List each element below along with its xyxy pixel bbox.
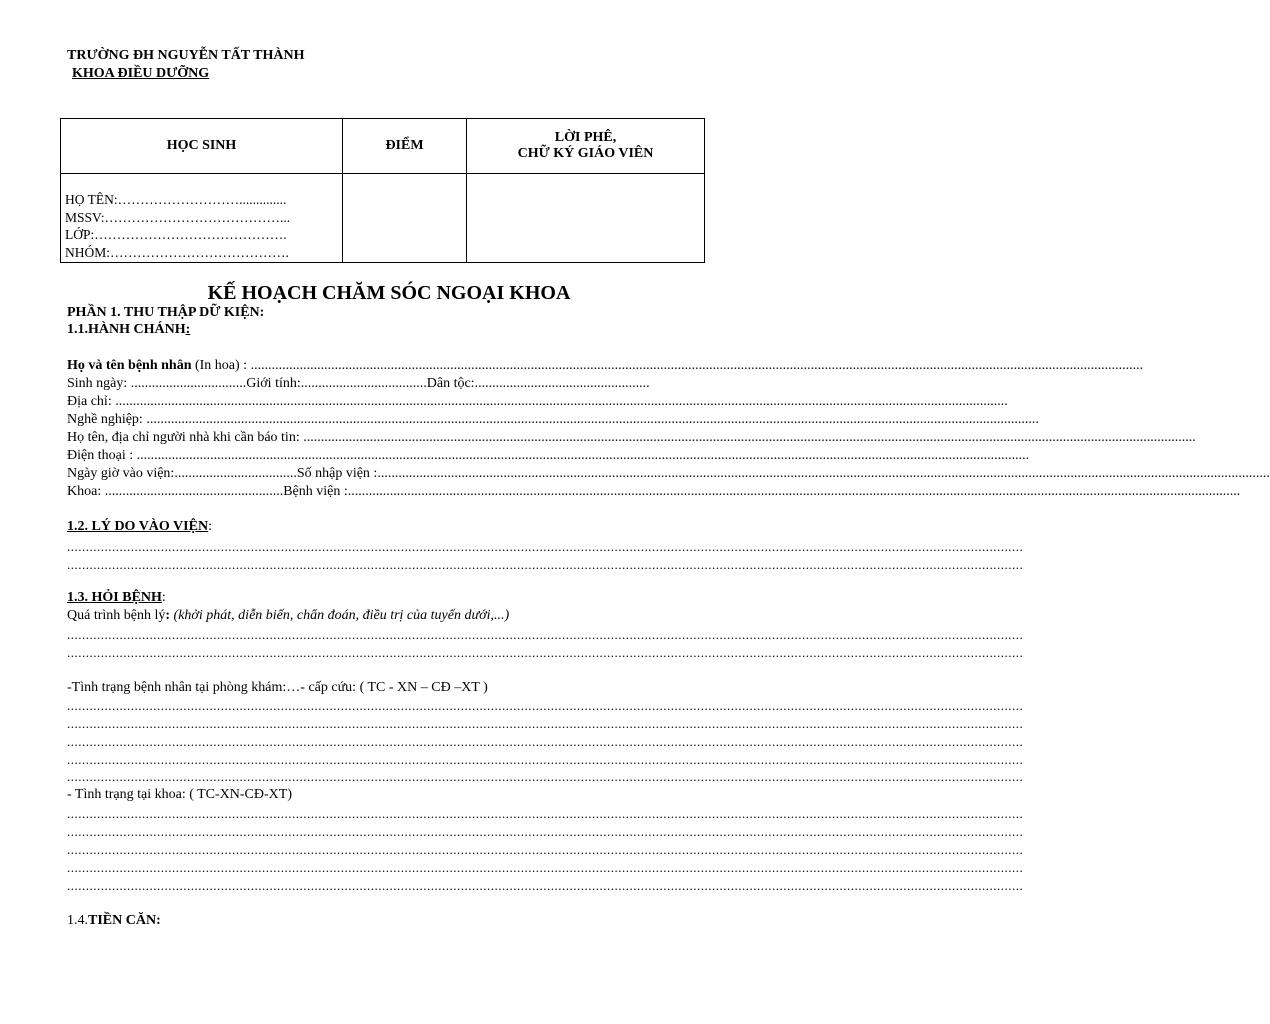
- comment-cell[interactable]: [467, 174, 705, 263]
- grade-table: [60, 118, 705, 263]
- section-1-3-colon: :: [161, 590, 166, 605]
- grade-table-header: [61, 119, 705, 174]
- clinic-status-label: -Tình trạng bệnh nhân tại phòng khám:…- cấp cứu: ( TC - XN – CĐ –XT ): [67, 680, 488, 695]
- disease-course-hint: (khởi phát, diễn biến, chẩn đoán, điều trị của tuyến dưới,...): [173, 608, 510, 623]
- col-score-header: ĐIỂM: [343, 119, 467, 174]
- dotted-line[interactable]: ...............................................................................................................................................................................................................................................................: [67, 627, 1024, 642]
- dotted-line[interactable]: ...............................................................................................................................................................................................................................................................: [67, 860, 1024, 875]
- admit-time-field[interactable]: Ngày giờ vào viện:...................................: [67, 466, 297, 481]
- dotted-line[interactable]: ...............................................................................................................................................................................................................................................................: [67, 557, 1024, 572]
- relative-field[interactable]: [67, 429, 1196, 446]
- dots-fill: ...............................................................................................................................................................................................................................................................: [136, 448, 1030, 463]
- section-1-1-heading: [67, 322, 190, 338]
- section-1-4-number: 1.4.: [67, 913, 88, 928]
- job-field[interactable]: [67, 411, 1039, 428]
- disease-course-colon: :: [165, 608, 174, 623]
- dept-field[interactable]: Khoa: ...................................................: [67, 484, 284, 499]
- dotted-line[interactable]: ...............................................................................................................................................................................................................................................................: [67, 698, 1024, 713]
- col-comment-line2: CHỮ KÝ GIÁO VIÊN: [517, 146, 654, 161]
- section-1-2-title: 1.2. LÝ DO VÀO VIỆN: [67, 519, 209, 534]
- dotted-line[interactable]: ...............................................................................................................................................................................................................................................................: [67, 824, 1024, 839]
- dots-fill: ...............................................................................................................................................................................................................................................................: [377, 466, 1270, 481]
- student-id-field[interactable]: MSSV:…………………………………...: [65, 209, 291, 225]
- col-comment-line1: LỜI PHÊ,: [554, 130, 617, 145]
- hospital-label: Bệnh viện :: [283, 484, 348, 499]
- ward-status-label: - Tình trạng tại khoa: ( TC-XN-CĐ-XT): [67, 787, 292, 802]
- score-cell[interactable]: [343, 174, 467, 263]
- student-info-cell[interactable]: [61, 174, 343, 263]
- patient-name-label: Họ và tên bệnh nhân: [67, 358, 192, 373]
- section-1-3-title: 1.3. HỎI BỆNH: [67, 590, 162, 605]
- dob-field[interactable]: Sinh ngày: .................................: [67, 376, 247, 391]
- dotted-line[interactable]: ...............................................................................................................................................................................................................................................................: [67, 645, 1024, 660]
- section-1-2-colon: :: [208, 519, 212, 534]
- part1-heading: PHẦN 1. THU THẬP DỮ KIỆN:: [67, 305, 265, 320]
- dotted-line[interactable]: ...............................................................................................................................................................................................................................................................: [67, 878, 1024, 893]
- section-1-3-heading: [67, 590, 166, 606]
- page-title: KẾ HOẠCH CHĂM SÓC NGOẠI KHOA: [207, 282, 571, 304]
- student-class-field[interactable]: LỚP:…………………………………….: [65, 227, 287, 242]
- section-1-2-heading: [67, 519, 212, 535]
- dots-fill: ...............................................................................................................................................................................................................................................................: [303, 430, 1196, 445]
- patient-name-label-note: (In hoa) :: [191, 358, 251, 373]
- dotted-line[interactable]: ...............................................................................................................................................................................................................................................................: [67, 752, 1024, 767]
- admit-no-label: Số nhập viện :: [296, 466, 378, 481]
- disease-course-text: Quá trình bệnh lý: [67, 608, 166, 623]
- job-label: Nghề nghiệp:: [67, 412, 147, 427]
- dots-fill: ...............................................................................................................................................................................................................................................................: [347, 484, 1241, 499]
- faculty-name: KHOA ĐIỀU DƯỠNG: [72, 66, 210, 81]
- admission-row[interactable]: [67, 465, 1270, 482]
- dotted-line[interactable]: ...............................................................................................................................................................................................................................................................: [67, 769, 1024, 784]
- address-label: Địa chỉ:: [67, 394, 116, 409]
- section-1-4-title: TIỀN CĂN:: [88, 913, 161, 928]
- gender-field[interactable]: Giới tính:....................................: [246, 376, 427, 391]
- section-1-1-colon: :: [185, 322, 191, 337]
- patient-name-field[interactable]: [67, 357, 1144, 374]
- phone-label: Điện thoại :: [67, 448, 137, 463]
- phone-field[interactable]: [67, 447, 1030, 464]
- address-field[interactable]: [67, 393, 1008, 410]
- dotted-line[interactable]: ...............................................................................................................................................................................................................................................................: [67, 716, 1024, 731]
- dots-fill: ...............................................................................................................................................................................................................................................................: [250, 358, 1144, 373]
- ethnic-field[interactable]: Dân tộc:..................................................: [426, 376, 650, 391]
- dept-hospital-row[interactable]: [67, 483, 1241, 500]
- dob-gender-ethnic-row[interactable]: [67, 375, 707, 392]
- dotted-line[interactable]: ...............................................................................................................................................................................................................................................................: [67, 539, 1024, 554]
- dotted-line[interactable]: ...............................................................................................................................................................................................................................................................: [67, 806, 1024, 821]
- dotted-line[interactable]: ...............................................................................................................................................................................................................................................................: [67, 842, 1024, 857]
- grade-table-row: [61, 174, 705, 263]
- col-comment-header: [467, 119, 705, 174]
- student-name-field[interactable]: HỌ TÊN:………………………..............: [65, 192, 287, 207]
- dotted-line[interactable]: ...............................................................................................................................................................................................................................................................: [67, 734, 1024, 749]
- dots-fill: ...............................................................................................................................................................................................................................................................: [146, 412, 1039, 427]
- school-name: TRƯỜNG ĐH NGUYỄN TẤT THÀNH: [67, 48, 305, 63]
- dots-fill: ...............................................................................................................................................................................................................................................................: [115, 394, 1008, 409]
- section-1-1-title: 1.1.HÀNH CHÁNH: [67, 322, 186, 337]
- student-group-field[interactable]: NHÓM:………………………………….: [65, 244, 289, 260]
- relative-label: Họ tên, địa chỉ người nhà khi cần báo tin:: [67, 430, 304, 445]
- section-1-4-heading: [67, 913, 161, 929]
- disease-course-label: [67, 608, 509, 624]
- col-student-header: HỌC SINH: [61, 119, 343, 174]
